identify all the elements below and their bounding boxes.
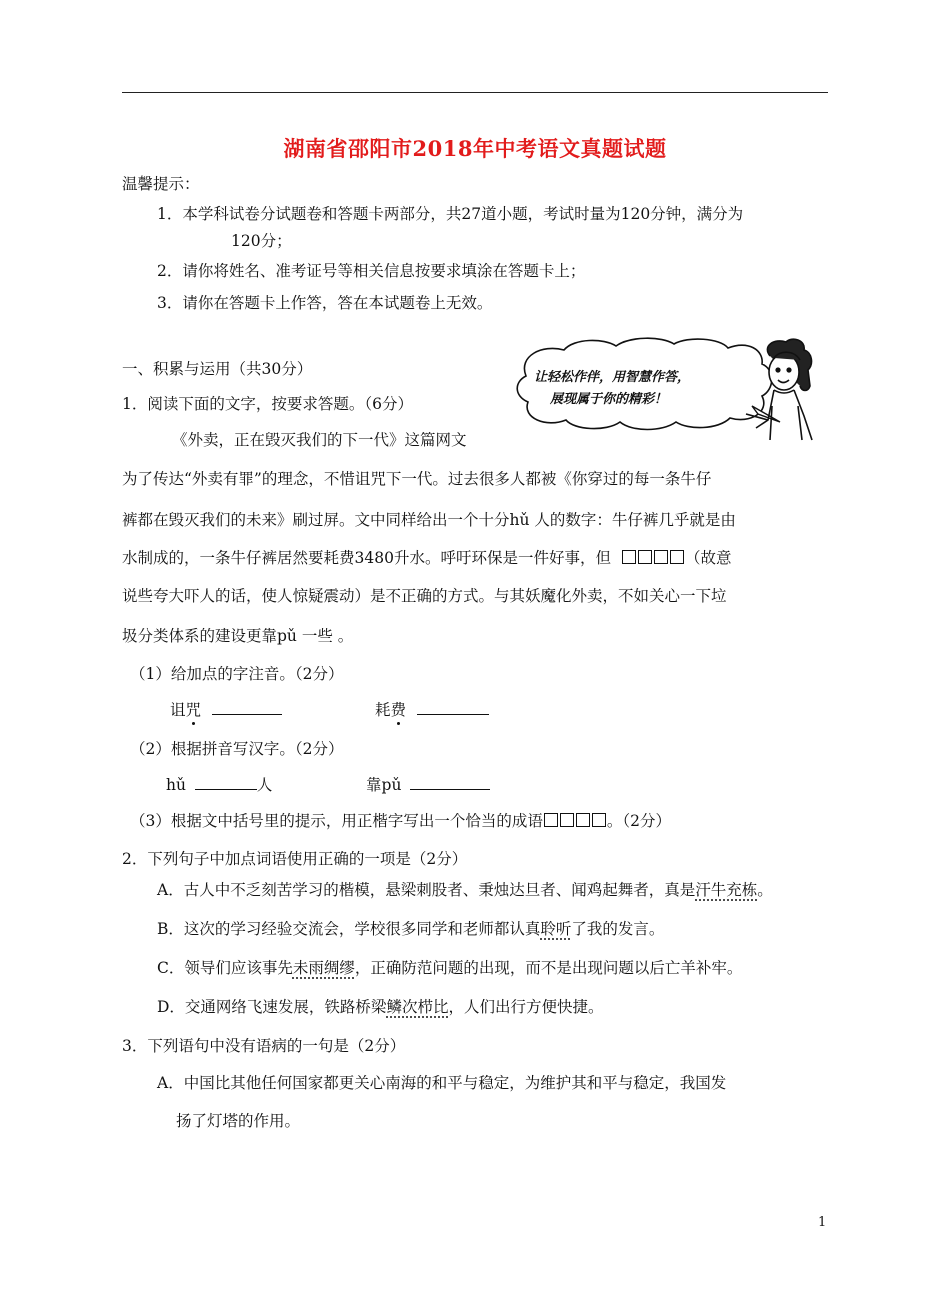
q2-option-c-end: ，正确防范问题的出现，而不是出现问题以后亡羊补牢。 [354,959,743,977]
q2-option-c-dotted: 未雨绸缪 [292,959,355,977]
notice-item-1-cont: 120分； [231,232,292,250]
q1-sub1-a-dotted: 咒 [185,701,202,719]
q1-sub2-a [166,773,272,795]
answer-box [576,813,590,827]
q1-para-line-5: 说些夸大吓人的话，使人惊疑震动）是不正确的方式。与其妖魔化外卖，不如关心一下垃 [122,587,727,605]
q1-sub1-a-blank[interactable] [212,700,282,715]
q1-para-line-4-text: 水制成的，一条牛仔裤居然要耗费3480升水。呼吁环保是一件好事，但 [122,549,611,567]
q2-option-b [157,917,664,939]
q1-sub2-a-pinyin: hǔ [166,776,186,794]
answer-box [544,813,558,827]
q1-sub2-label: （2）根据拼音写汉字。（2分） [130,740,344,758]
header-rule [122,92,828,93]
q1-para-line-4 [122,546,731,568]
q2-option-d-end: ，人们出行方便快捷。 [448,998,604,1016]
q1-sub2-b-blank[interactable] [410,775,490,790]
notice-item-1-text: 本学科试卷分试题卷和答题卡两部分，共27道小题，考试时量为120分钟，满分为 [182,205,744,223]
section-1-heading: 一、积累与运用（共30分） [122,360,313,378]
q2-option-d-dotted: 鳞次栉比 [386,998,449,1016]
notice-heading: 温馨提示： [122,175,200,193]
q2-option-d [157,995,603,1017]
q1-sub2-a-blank[interactable] [195,775,257,790]
q1-sub3 [130,809,671,831]
q2-option-a-text: A．古人中不乏刻苦学习的楷模，悬梁刺股者、秉烛达旦者、闻鸡起舞者，真是 [157,881,696,899]
notice-item-1-num: 1． [157,205,183,223]
q2-stem: 2．下列句子中加点词语使用正确的一项是（2分） [122,850,468,868]
q1-para-line-1: 《外卖，正在毁灭我们的下一代》这篇网文 [172,431,467,449]
q1-sub1-b-blank[interactable] [417,700,489,715]
notice-item-3-num: 3． [157,294,183,312]
page-number: 1 [818,1215,827,1230]
notice-item-2-text: 请你将姓名、准考证号等相关信息按要求填涂在答题卡上； [182,262,586,280]
q1-sub1-b-char: 耗 [375,701,391,719]
q1-sub1-b-dotted: 费 [390,701,407,719]
q1-sub2-b [366,773,490,795]
q1-sub2-b-pinyin: pǔ [381,776,402,794]
q2-option-b-text: B．这次的学习经验交流会，学校很多同学和老师都认真 [157,920,541,938]
q1-sub1-b [375,698,489,720]
bubble-line-1: 让轻松作伴，用智慧作答， [534,370,691,385]
q1-sub2-b-char: 靠 [366,776,382,794]
bubble-line-2: 展现属于你的精彩！ [550,392,668,407]
q1-para-line-6: 圾分类体系的建设更靠pǔ 一些 。 [122,627,354,645]
q3-stem: 3．下列语句中没有语病的一句是（2分） [122,1037,406,1055]
answer-box [622,550,636,564]
q1-stem: 1．阅读下面的文字，按要求答题。（6分） [122,395,413,413]
q2-option-b-end: 了我的发言。 [571,920,665,938]
q3-option-a-line-1: A．中国比其他任何国家都更关心南海的和平与稳定，为维护其和平与稳定，我国发 [157,1074,727,1092]
answer-box [592,813,606,827]
answer-box [638,550,652,564]
q2-option-b-dotted: 聆听 [540,920,572,938]
q1-sub1-a-char: 诅 [170,701,186,719]
q2-option-c-text: C．领导们应该事先 [157,959,293,977]
q1-sub2-a-char: 人 [256,776,273,794]
q2-option-a-dotted: 汗牛充栋 [695,881,758,899]
q2-option-a-end: 。 [757,881,773,899]
notice-item-1 [157,202,743,224]
q2-option-d-text: D．交通网络飞速发展，铁路桥梁 [157,998,387,1016]
q2-option-c [157,956,742,978]
q1-para-line-2: 为了传达“外卖有罪”的理念，不惜诅咒下一代。过去很多人都被《你穿过的每一条牛仔 [122,470,712,488]
q1-sub3-text: （3）根据文中括号里的提示，用正楷字写出一个恰当的成语 [130,812,543,830]
notice-item-2 [157,259,585,281]
notice-item-2-num: 2． [157,262,183,280]
q1-sub1-label: （1）给加点的字注音。（2分） [130,665,344,683]
q1-para-line-3: 裤都在毁灭我们的未来》刷过屏。文中同样给出一个十分hǔ 人的数字：牛仔裤几乎就是由 [122,511,736,529]
q2-option-a [157,878,773,900]
q1-para-line-4-hint: （故意 [684,549,732,567]
q1-sub3-score: 。（2分） [606,812,671,830]
answer-box [670,550,684,564]
q1-sub1-a [170,698,282,720]
notice-item-3-text: 请你在答题卡上作答，答在本试题卷上无效。 [182,294,493,312]
page-title: 湖南省邵阳市2018年中考语文真题试题 [283,136,667,161]
answer-box [654,550,668,564]
cartoon-illustration [512,336,818,444]
answer-box [560,813,574,827]
notice-item-3 [157,291,492,313]
q3-option-a-line-2: 扬了灯塔的作用。 [176,1112,301,1130]
